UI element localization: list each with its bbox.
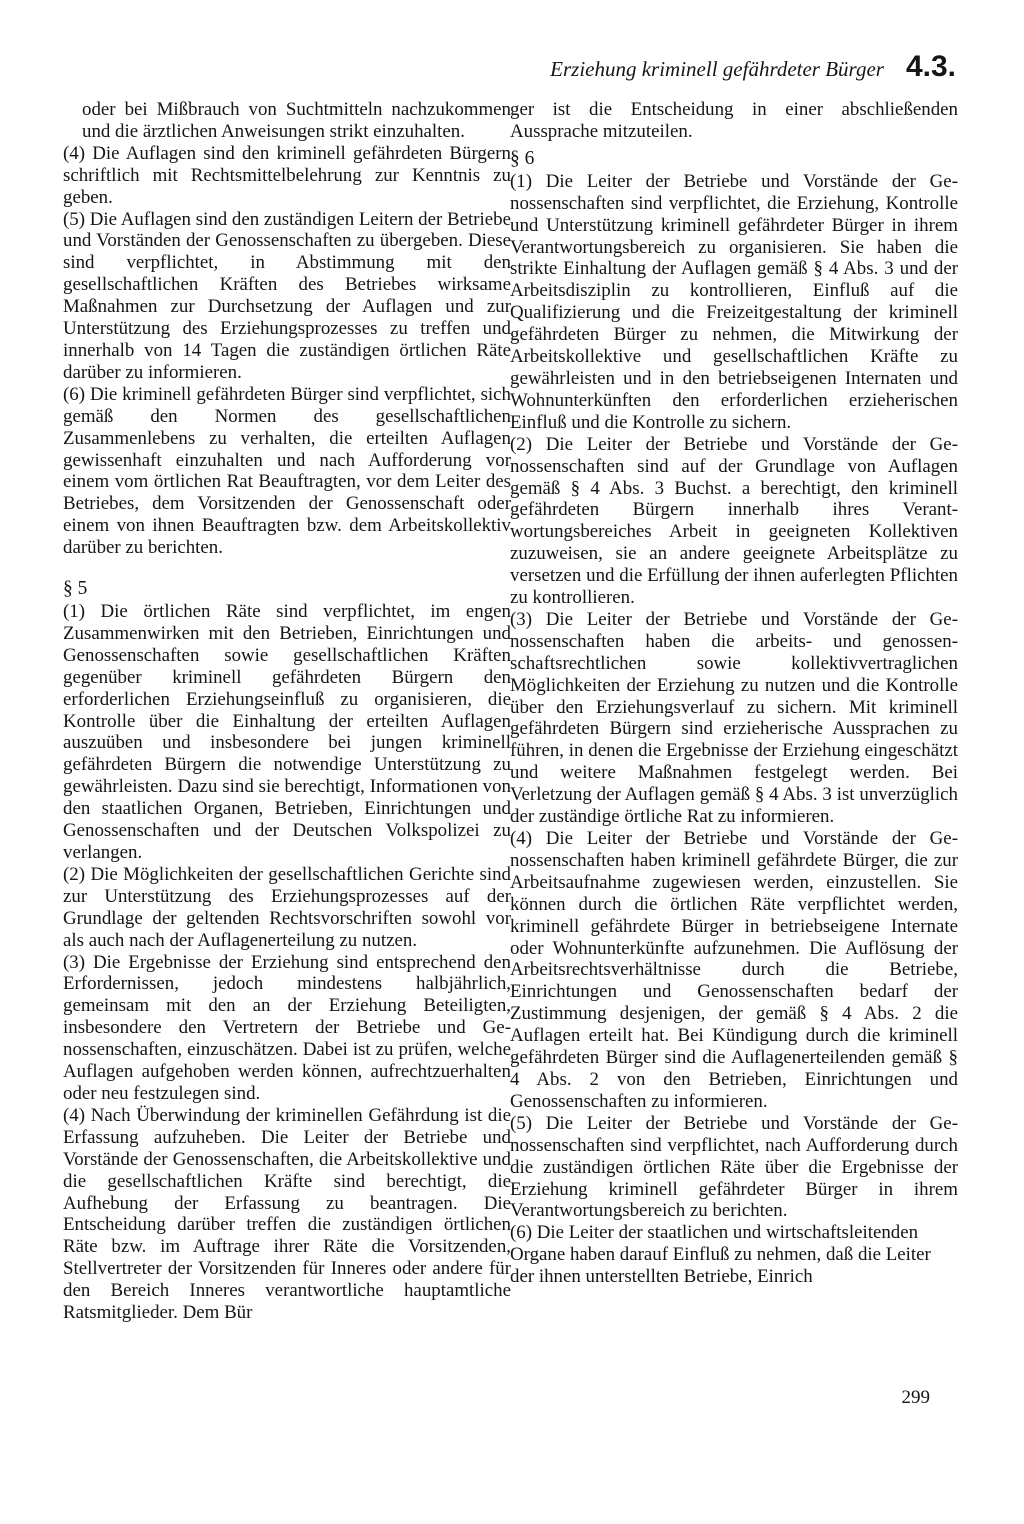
paragraph-4-6: (6) Die kriminell gefährdeten Bürger sind verpflichtet, sich gemäß den Normen des gesellschaftlichen Zusammenlebens zu verhalten, die erteilten Auflagen gewissenhaft einzuhalten und nach Aufforderung vor einem vom örtlichen Rat Beauftragten, vor dem Leiter des Betriebes, dem Vorsitzenden der Genossenschaft oder einem von ihnen Beauftragten bzw. dem Arbeitskollektiv darüber zu berichten. [63, 383, 511, 559]
right-column [510, 99, 958, 1288]
paragraph-5-4: (4) Nach Überwindung der kriminellen Gefährdung ist die Erfassung aufzuheben. Die Leiter der Betriebe und Vorstände der Genossenschaften, die Arbeitskollektive und die gesellschaftlichen Kräfte sind berechtigt, die Aufhebung der Erfassung zu beantragen. Die Entscheidung darüber treffen die zuständigen örtlichen Räte bzw. im Auftrage ihrer Räte die Vorsitzenden, Stellvertreter der Vorsitzenden für Inneres oder andere für den Bereich Inneres verantwortliche hauptamtliche Ratsmitglieder. Dem Bür [63, 1104, 511, 1324]
paragraph-6-5: (5) Die Leiter der Betriebe und Vorstände der Genossenschaften sind verpflichtet, nach Aufforderung durch die zuständigen örtlichen Räte über die Ergebnisse der Erziehung kriminell gefährdeter Bürger in ihrem Verantwortungsbereich zu berichten. [510, 1112, 958, 1222]
paragraph-continuation-right: ger ist die Entscheidung in einer abschließenden Aussprache mitzuteilen. [510, 99, 958, 142]
section-heading-6: § 6 [510, 147, 535, 169]
left-column [63, 99, 511, 1324]
paragraph-6-1: (1) Die Leiter der Betriebe und Vorstände der Genossenschaften sind verpflichtet, die Erziehung, Kontrolle und Unterstützung kriminell gefährdeter Bürger in ihrem Verantwortungsbereich zu organisieren. Sie haben die strikte Einhaltung der Auflagen gemäß § 4 Abs. 3 und der Arbeitsdisziplin zu kontrollieren, Einfluß auf die Qualifizierung und die Freizeitgestaltung der kriminell gefährdeten Bürger zu nehmen, die Mitwirkung der Arbeitskollektive und gesellschaftlichen Kräfte zu gewährleisten und in den betriebseigenen Internaten und Wohnunterkünften den erforderlichen erzieherischen Einfluß und die Kontrolle zu sichern. [510, 170, 958, 433]
paragraph-4-4: (4) Die Auflagen sind den kriminell gefährdeten Bürgern schriftlich mit Rechtsmittelbelehrung zur Kenntnis zu geben. [63, 142, 511, 208]
paragraph-5-2: (2) Die Möglichkeiten der gesellschaftlichen Gerichte sind zur Unterstützung des Erziehungsprozesses auf der Grundlage der geltenden Rechtsvorschriften sowohl vor als auch nach der Auflagenerteilung zu nutzen. [63, 863, 511, 951]
paragraph-6-4: (4) Die Leiter der Betriebe und Vorstände der Genossenschaften haben kriminell gefährdete Bürger, die zur Arbeitsaufnahme zugewiesen werden, einzustellen. Sie können durch die örtlichen Räte verpflichtet werden, kriminell gefährdete Bürger in betriebseigene Internate oder Wohnunterkünfte aufzunehmen. Die Auflösung der Arbeitsrechtsverhältnisse durch die Betriebe, Einrichtungen und Genossenschaften bedarf der Zustimmung desjenigen, der gemäß § 4 Abs. 2 die Auflagen erteilt hat. Bei Kündigung durch die kriminell gefährdeten Bürger sind die Auflagenerteilenden gemäß § 4 Abs. 2 von den Betrieben, Einrichtungen und Genossenschaften zu informieren. [510, 828, 958, 1112]
paragraph-6-2: (2) Die Leiter der Betriebe und Vorstände der Genossenschaften sind auf der Grundlage von Auflagen gemäß § 4 Abs. 3 Buchst. a berechtigt, den kriminell gefährdeten Bürgern innerhalb ihres Verantwortungsbereiches Arbeit in geeigneten Kollektiven zuzuweisen, sie an andere geeignete Arbeitsplätze zu versetzen und die Erfüllung der ihnen auferlegten Pflichten zu kontrollieren. [510, 433, 958, 609]
paragraph-4-5: (5) Die Auflagen sind den zuständigen Leitern der Betriebe und Vorständen der Genossenschaften zu übergeben. Diese sind verpflichtet, in Abstimmung mit den gesellschaftlichen Kräften des Betriebes wirksame Maßnahmen zur Durchsetzung der Auflagen und zur Unterstützung des Erziehungsprozesses zu treffen und innerhalb von 14 Tagen die zuständigen örtlichen Räte darüber zu informieren. [63, 208, 511, 383]
page-number: 299 [901, 1387, 930, 1408]
paragraph-5-1: (1) Die örtlichen Räte sind verpflichtet, im engen Zusammenwirken mit den Betrieben, Einrichtungen und Genossenschaften sowie gesellschaftlichen Kräften gegenüber kriminell gefährdeten Bürgern den erforderlichen Erziehungseinfluß zu organisieren, die Kontrolle über die Einhaltung der erteilten Auflagen auszuüben und insbesondere bei jungen kriminell gefährdeten Bürgern die notwendige Unterstützung zu gewährleisten. Dazu sind sie berechtigt, Informationen von den staatlichen Organen, Betrieben, Einrichtungen und Genossenschaften und der Deutschen Volkspolizei zu verlangen. [63, 601, 511, 863]
paragraph-6-6: (6) Die Leiter der staatlichen und wirtschaftsleitenden Organe haben darauf Einfluß zu nehmen, daß die Leiter der ihnen unterstellten Betriebe, Einrich [510, 1222, 931, 1288]
chapter-number: 4.3. [905, 50, 956, 83]
running-title: Erziehung kriminell gefährdeter Bürger [550, 57, 884, 81]
paragraph-continuation: oder bei Mißbrauch von Suchtmitteln nachzukommen und die ärztlichen Anweisungen strikt einzuhalten. [82, 99, 511, 142]
paragraph-6-3: (3) Die Leiter der Betriebe und Vorstände der Genossenschaften haben die arbeits- und genossenschaftsrechtlichen sowie kollektivvertraglichen Möglichkeiten der Erziehung zu nutzen und die Kontrolle über den Erziehungsverlauf zu sichern. Mit kriminell gefährdeten Bürgern sind erzieherische Aussprachen zu führen, in denen die Ergebnisse der Erziehung eingeschätzt und weitere Maßnahmen festgelegt werden. Bei Verletzung der Auflagen gemäß § 4 Abs. 3 ist unverzüglich der zuständige örtliche Rat zu informieren. [510, 608, 958, 828]
running-header [510, 50, 956, 84]
paragraph-5-3: (3) Die Ergebnisse der Erziehung sind entsprechend den Erfordernissen, jedoch mindestens halbjährlich, gemeinsam mit den an der Erziehung Beteiligten, insbesondere den Vertretern der Betriebe und Genossenschaften, einzuschätzen. Dabei ist zu prüfen, welche Auflagen aufgehoben werden können, aufrechtzuerhalten oder neu festzulegen sind. [63, 951, 511, 1104]
section-heading-5: § 5 [63, 578, 88, 600]
